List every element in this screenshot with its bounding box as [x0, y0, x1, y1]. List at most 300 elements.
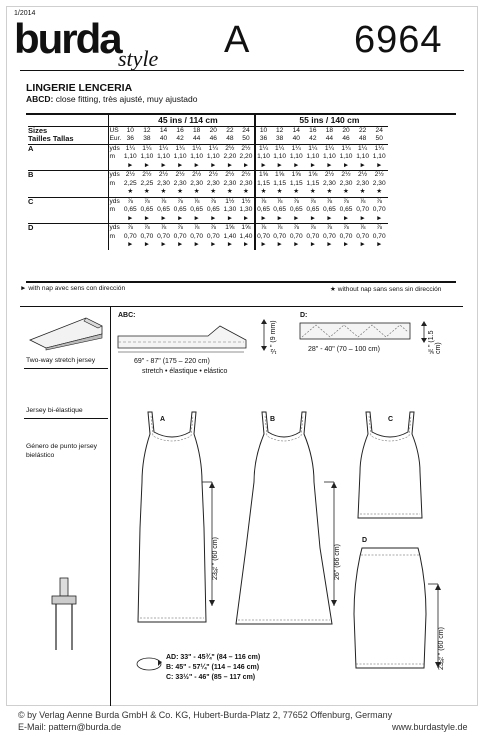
view-c-yds-row — [28, 197, 388, 206]
nap-symbol-icon: ★ — [177, 188, 184, 195]
fabric-label-es: Género de punto jersey bielástico — [26, 443, 98, 459]
yds-cell: ⅞ — [188, 224, 205, 233]
nap-symbol-icon: ► — [255, 241, 272, 250]
nap-symbol-icon: ► — [326, 241, 333, 248]
nap-symbol-icon: ★ — [376, 188, 383, 195]
sizes-eur-row — [28, 135, 388, 144]
nap-symbol-icon: ► — [375, 161, 383, 169]
fit-description — [26, 94, 198, 104]
view-b-sym-row — [28, 188, 388, 197]
m-cell: 1,10 — [356, 153, 370, 160]
size-us-cell: 16 — [309, 126, 317, 134]
m-cell: 1,10 — [372, 153, 386, 160]
m-cell: 0,65 — [339, 206, 353, 213]
view-label-blank — [28, 206, 108, 215]
m-cell: 1,30 — [223, 206, 237, 213]
nap-symbol-icon: ► — [359, 214, 366, 222]
yds-cell: 2½ — [172, 171, 189, 180]
nap-symbol-icon: ► — [160, 241, 167, 248]
size-us-cell: 24 — [375, 126, 383, 134]
elastic-abc-label: ABC: — [118, 312, 136, 319]
nap-symbol-icon: ► — [127, 241, 134, 248]
hem-width-b: B: 45" - 57¼" (114 – 146 cm) — [166, 664, 260, 671]
yds-cell: ⅞ — [371, 224, 388, 233]
nap-symbol-icon: ► — [309, 241, 317, 248]
size-eur-cell: 48 — [226, 135, 234, 142]
view-a-yds-row — [28, 144, 388, 153]
m-cell: 0,70 — [323, 232, 336, 240]
elastic-d-label: D: — [300, 312, 308, 319]
nap-symbol-icon: ► — [242, 214, 250, 222]
m-cell: 2,25 — [140, 179, 154, 187]
sizes-label-2: Tailles Tallas — [28, 134, 74, 143]
yds-cell: 2½ — [238, 171, 255, 180]
nap-symbol-icon: ► — [292, 161, 300, 169]
nap-symbol-icon: ★ — [160, 188, 167, 195]
m-cell: 0,70 — [372, 232, 386, 240]
view-label-blank — [28, 233, 108, 242]
nap-symbol-icon: ► — [210, 161, 217, 169]
nap-symbol-icon: ► — [342, 161, 350, 169]
view-label: A — [28, 144, 108, 153]
view-a-m-row — [28, 153, 388, 162]
m-cell: 0,70 — [157, 232, 170, 240]
m-cell: 2,30 — [339, 179, 353, 187]
nap-symbol-icon: ► — [176, 214, 184, 222]
yds-cell: ⅞ — [139, 224, 156, 233]
issue-date: 1/2014 — [14, 10, 36, 17]
yds-cell: 2½ — [122, 171, 139, 180]
size-us-cell: 20 — [342, 126, 350, 134]
size-us-cell: 22 — [226, 126, 234, 134]
yds-cell: 2½ — [321, 171, 338, 180]
size-us-cell: 20 — [209, 126, 217, 134]
m-cell: 0,70 — [306, 232, 320, 240]
m-cell: 0,65 — [323, 206, 336, 213]
unit-m: m — [108, 206, 122, 215]
m-cell: 0,65 — [123, 206, 137, 213]
elastic-d-width: ⅝" (1.5 cm) — [428, 330, 442, 354]
size-us-cell: 12 — [275, 126, 284, 134]
yds-cell: 1¼ — [255, 144, 272, 153]
yds-cell: ⅞ — [371, 197, 388, 206]
nap-symbol-icon: ★ — [293, 188, 300, 195]
size-eur-cell: 40 — [159, 135, 168, 142]
yds-cell: ⅞ — [139, 197, 156, 206]
yds-cell: 1¼ — [305, 144, 322, 153]
m-cell: 0,70 — [273, 232, 287, 240]
yds-cell: ⅞ — [205, 197, 222, 206]
fabric-label-en: Two-way stretch jersey — [26, 357, 96, 364]
yds-cell: ⅞ — [354, 197, 371, 206]
m-cell: 2,30 — [173, 179, 187, 187]
yds-cell: ⅞ — [271, 197, 288, 206]
table-bottom-rule — [26, 281, 456, 283]
m-cell: 1,40 — [223, 232, 237, 240]
garment-b-length: 26" (66 cm) — [334, 544, 341, 580]
nap-symbol-icon: ► — [255, 162, 272, 171]
garment-d-label: D — [362, 537, 368, 544]
elastic-abc-width-arrow — [258, 318, 270, 352]
yds-cell: 1½ — [222, 197, 239, 206]
fabric-swatch-icon — [26, 312, 106, 352]
m-cell: 0,65 — [206, 206, 220, 213]
m-cell: 0,70 — [123, 232, 137, 240]
nap-symbol-icon: ★ — [193, 188, 200, 195]
yds-cell: 1¼ — [205, 144, 222, 153]
m-cell: 1,10 — [273, 153, 287, 160]
m-cell: 1,10 — [140, 153, 154, 160]
size-eur-cell: 42 — [176, 135, 184, 142]
panel-divider — [110, 306, 111, 706]
garment-d-length: 23¾" (60 cm) — [438, 627, 445, 670]
nap-symbol-icon: ★ — [226, 188, 233, 195]
m-cell: 1,10 — [289, 153, 303, 160]
yds-cell: 1¼ — [271, 144, 288, 153]
size-eur-cell: 42 — [309, 135, 317, 142]
m-cell: 0,70 — [356, 232, 370, 240]
nap-symbol-icon: ► — [193, 241, 200, 248]
m-cell: 2,30 — [190, 179, 204, 187]
yds-cell: ⅞ — [305, 197, 322, 206]
size-eur-cell: 46 — [342, 135, 350, 142]
yds-cell: ⅞ — [205, 224, 222, 233]
nap-symbol-icon: ► — [276, 241, 283, 248]
nap-symbol-icon: ► — [375, 241, 383, 248]
nap-symbol-icon: ★ — [276, 188, 283, 195]
size-eur-cell: 40 — [292, 135, 300, 142]
m-cell: 1,10 — [190, 153, 204, 160]
yds-cell: 1⅝ — [255, 171, 272, 180]
pattern-number: 6964 — [354, 19, 443, 61]
nap-symbol-icon: ► — [176, 161, 184, 169]
elastic-abc-width: ½" (9 mm) — [270, 320, 277, 354]
nap-symbol-icon: ► — [210, 214, 217, 222]
m-cell: 1,40 — [239, 232, 253, 240]
yds-cell: 1¼ — [321, 144, 338, 153]
nap-symbol-icon: ★ — [127, 188, 134, 195]
nap-symbol-icon: ► — [160, 214, 167, 222]
fabric-width-row — [28, 114, 388, 126]
yds-cell: 2½ — [188, 171, 205, 180]
nap-symbol-icon: ► — [143, 214, 151, 222]
size-us-cell: 18 — [193, 126, 201, 134]
yds-cell: 1⅝ — [238, 224, 255, 233]
nap-symbol-icon: ► — [342, 241, 350, 248]
width-45-header: 45 ins / 114 cm — [122, 114, 255, 126]
m-cell: 2,30 — [356, 179, 370, 187]
fabric-rule-2 — [24, 418, 108, 419]
yds-cell: 2½ — [354, 171, 371, 180]
m-cell: 1,15 — [273, 179, 287, 187]
garment-c-label: C — [388, 416, 394, 423]
view-label-blank — [28, 188, 108, 197]
fit-views: ABCD: — [26, 94, 54, 104]
yds-cell: 2½ — [222, 144, 239, 153]
size-eur-cell: 46 — [209, 135, 217, 142]
m-cell: 0,65 — [273, 206, 287, 213]
view-d-yds-row — [28, 224, 388, 233]
yds-cell: 2½ — [238, 144, 255, 153]
m-cell: 0,65 — [190, 206, 204, 213]
nap-symbol-icon: ★ — [143, 188, 150, 195]
unit-m: m — [108, 180, 122, 189]
legend-with-nap: ► with nap avec sens con dirección — [20, 285, 126, 292]
m-cell: 2,30 — [206, 179, 220, 187]
size-eur-cell: 44 — [193, 135, 201, 142]
yds-cell: ⅞ — [321, 197, 338, 206]
m-cell: 2,30 — [239, 179, 253, 187]
nap-symbol-icon: ► — [309, 214, 317, 222]
size-eur-cell: 50 — [375, 135, 383, 142]
burda-logo: burda — [14, 15, 121, 62]
yds-cell: ⅞ — [122, 224, 139, 233]
nap-symbol-icon: ► — [210, 241, 217, 248]
yds-cell: ⅞ — [188, 197, 205, 206]
yds-cell: ⅞ — [122, 197, 139, 206]
fabric-rule-1 — [24, 368, 108, 369]
view-b-yds-row — [28, 171, 388, 180]
yds-cell: ⅞ — [172, 224, 189, 233]
m-cell: 2,25 — [123, 179, 137, 187]
m-cell: 1,10 — [323, 153, 336, 160]
garment-c-top-drawing — [348, 408, 432, 524]
website-link[interactable]: www.burdastyle.de — [392, 722, 468, 732]
size-us-cell: 10 — [255, 126, 272, 135]
m-cell: 2,30 — [372, 179, 386, 187]
nap-symbol-icon: ★ — [359, 188, 366, 195]
m-cell: 1,10 — [173, 153, 187, 160]
yds-cell: ⅞ — [305, 224, 322, 233]
nap-symbol-icon: ► — [160, 161, 167, 169]
m-cell: 0,70 — [356, 206, 370, 213]
yds-cell: ⅞ — [354, 224, 371, 233]
m-cell: 1,30 — [239, 206, 253, 213]
size-eur-cell: 36 — [255, 135, 272, 144]
hem-width-ad: AD: 33" - 45¾" (84 – 116 cm) — [166, 654, 261, 661]
yds-cell: 1¼ — [139, 144, 156, 153]
garment-a-label: A — [160, 416, 166, 423]
view-label-blank — [28, 162, 108, 171]
size-us-cell: 14 — [159, 126, 168, 134]
nap-symbol-icon: ► — [276, 161, 283, 169]
unit-m: m — [108, 233, 122, 242]
nap-symbol-icon: ★ — [326, 188, 333, 195]
nap-symbol-icon: ► — [176, 241, 184, 248]
elastic-d-drawing — [298, 320, 414, 342]
view-label-blank — [28, 215, 108, 224]
unit-yds: yds — [108, 171, 122, 180]
m-cell: 2,20 — [239, 153, 253, 160]
header-rule — [20, 70, 464, 71]
m-cell: 2,30 — [223, 179, 237, 187]
view-c-m-row — [28, 206, 388, 215]
yds-cell: ⅞ — [288, 197, 305, 206]
garment-d-skirt-drawing — [348, 544, 432, 674]
m-cell: 0,65 — [289, 206, 303, 213]
nap-symbol-icon: ► — [342, 214, 350, 222]
size-us-cell: 18 — [325, 126, 334, 134]
size-us-cell: 10 — [126, 126, 134, 134]
nap-symbol-icon: ★ — [242, 188, 249, 195]
m-cell: 0,65 — [140, 206, 154, 213]
yds-cell: ⅞ — [288, 224, 305, 233]
nap-symbol-icon: ► — [143, 161, 151, 169]
unit-blank — [108, 241, 122, 250]
size-us-cell: 14 — [292, 126, 300, 134]
m-cell: 0,65 — [157, 206, 170, 213]
yds-cell: 2½ — [155, 171, 172, 180]
view-label: C — [28, 197, 108, 206]
nap-symbol-icon: ► — [143, 241, 151, 248]
email-line[interactable]: E-Mail: pattern@burda.de — [18, 722, 122, 732]
sizes-us-row — [28, 126, 388, 135]
yds-cell: 1¼ — [155, 144, 172, 153]
yds-cell: 1¼ — [338, 144, 355, 153]
view-c-sym-row — [28, 215, 388, 224]
nap-symbol-icon: ► — [226, 161, 234, 169]
unit-blank — [108, 215, 122, 224]
view-label-blank — [28, 241, 108, 250]
nap-symbol-icon: ► — [292, 214, 300, 222]
m-cell: 0,70 — [190, 232, 204, 240]
sizes-label: Sizes — [28, 125, 48, 135]
m-cell: 2,30 — [157, 179, 170, 187]
size-eur-cell: 38 — [275, 135, 284, 142]
category-title: LINGERIE LENCERIA — [26, 82, 133, 94]
yds-cell: 1¼ — [122, 144, 139, 153]
yds-cell: ⅞ — [255, 197, 272, 206]
nap-symbol-icon: ► — [193, 214, 200, 222]
nap-symbol-icon: ★ — [343, 188, 349, 195]
yds-cell: 1⅝ — [222, 224, 239, 233]
nap-symbol-icon: ► — [255, 215, 272, 224]
m-cell: 2,30 — [323, 179, 336, 187]
yds-cell: ⅞ — [255, 224, 272, 233]
copyright-line: © by Verlag Aenne Burda GmbH & Co. KG, Hubert-Burda-Platz 2, 77652 Offenburg, Germany — [18, 710, 393, 720]
size-eur-cell: 44 — [325, 135, 334, 142]
nap-symbol-icon: ★ — [309, 188, 316, 195]
nap-symbol-icon: ► — [359, 161, 366, 169]
view-d-sym-row — [28, 241, 388, 250]
nap-symbol-icon: ★ — [210, 188, 217, 195]
nap-symbol-icon: ► — [359, 241, 366, 248]
m-cell: 1,15 — [306, 179, 320, 187]
size-eur-cell: 36 — [126, 135, 134, 142]
m-cell: 2,20 — [223, 153, 237, 160]
nap-symbol-icon: ► — [242, 241, 250, 248]
nap-symbol-icon: ► — [309, 161, 317, 169]
hem-width-icon — [134, 654, 164, 674]
yds-cell: ⅞ — [155, 197, 172, 206]
m-cell: 0,65 — [173, 206, 187, 213]
yds-cell: 1⅝ — [271, 171, 288, 180]
width-55-header: 55 ins / 140 cm — [271, 114, 387, 126]
size-us-cell: 16 — [176, 126, 184, 134]
yds-cell: 1⅝ — [288, 171, 305, 180]
hem-width-c: C: 33½" - 46" (85 – 117 cm) — [166, 674, 256, 681]
unit-yds: yds — [108, 144, 122, 153]
view-label-blank — [28, 153, 108, 162]
m-cell: 1,15 — [255, 180, 272, 189]
yds-cell: ⅞ — [155, 224, 172, 233]
legend-without-nap: ★ without nap sans sens sin dirección — [330, 286, 442, 293]
size-eur-cell: 38 — [143, 135, 151, 142]
m-cell: 0,70 — [255, 233, 272, 242]
yds-cell: 1¼ — [188, 144, 205, 153]
m-cell: 0,65 — [255, 206, 272, 215]
size-us-cell: 22 — [358, 126, 367, 134]
yds-cell: 1¼ — [172, 144, 189, 153]
yds-cell: 1⅝ — [305, 171, 322, 180]
yds-cell: ⅞ — [271, 224, 288, 233]
pattern-letter: A — [224, 19, 250, 61]
nap-symbol-icon: ► — [242, 161, 250, 169]
m-cell: 0,70 — [372, 206, 386, 213]
yds-cell: ⅞ — [338, 224, 355, 233]
m-cell: 0,70 — [173, 232, 187, 240]
elastic-abc-length: 69" - 87" (175 – 220 cm) — [134, 358, 210, 365]
m-cell: 1,10 — [306, 153, 320, 160]
yds-cell: 2½ — [338, 171, 355, 180]
yds-cell: 1¼ — [288, 144, 305, 153]
nap-symbol-icon: ★ — [255, 188, 272, 197]
unit-yds: yds — [108, 224, 122, 233]
unit-blank — [108, 162, 122, 171]
nap-symbol-icon: ► — [326, 161, 333, 169]
m-cell: 1,10 — [255, 153, 272, 162]
elastic-d-length: 28" - 40" (70 – 100 cm) — [308, 346, 380, 353]
view-d-m-row — [28, 233, 388, 242]
yds-cell: 1½ — [238, 197, 255, 206]
unit-yds: yds — [108, 197, 122, 206]
m-cell: 0,70 — [140, 232, 154, 240]
twin-needle-icon — [46, 576, 86, 656]
unit-blank — [108, 188, 122, 197]
fabric-label-fr: Jersey bi-élastique — [26, 407, 83, 414]
unit-m: m — [108, 153, 122, 162]
size-eur-cell: 50 — [242, 135, 250, 142]
burda-logo-style: style — [118, 46, 159, 71]
yds-cell: 2½ — [205, 171, 222, 180]
view-a-sym-row — [28, 162, 388, 171]
view-label-blank — [28, 180, 108, 189]
elastic-abc-stretch: stretch • élastique • elástico — [142, 368, 228, 375]
m-cell: 1,10 — [206, 153, 220, 160]
yds-cell: 1¼ — [371, 144, 388, 153]
nap-symbol-icon: ► — [375, 214, 383, 222]
elastic-abc-drawing — [116, 320, 256, 356]
yds-cell: 1¼ — [354, 144, 371, 153]
us-label: US — [108, 126, 122, 135]
garment-b-label: B — [270, 416, 276, 423]
nap-symbol-icon: ► — [193, 161, 200, 169]
m-cell: 1,10 — [157, 153, 170, 160]
size-eur-cell: 48 — [358, 135, 367, 142]
size-us-cell: 24 — [242, 126, 250, 134]
m-cell: 1,10 — [339, 153, 353, 160]
yds-cell: ⅞ — [321, 224, 338, 233]
m-cell: 1,15 — [289, 179, 303, 187]
view-label: B — [28, 171, 108, 180]
yds-cell: ⅞ — [338, 197, 355, 206]
yds-cell: 2½ — [139, 171, 156, 180]
m-cell: 0,65 — [306, 206, 320, 213]
m-cell: 0,70 — [339, 232, 353, 240]
yardage-table — [28, 114, 388, 250]
view-b-m-row — [28, 180, 388, 189]
m-cell: 1,10 — [123, 153, 137, 160]
